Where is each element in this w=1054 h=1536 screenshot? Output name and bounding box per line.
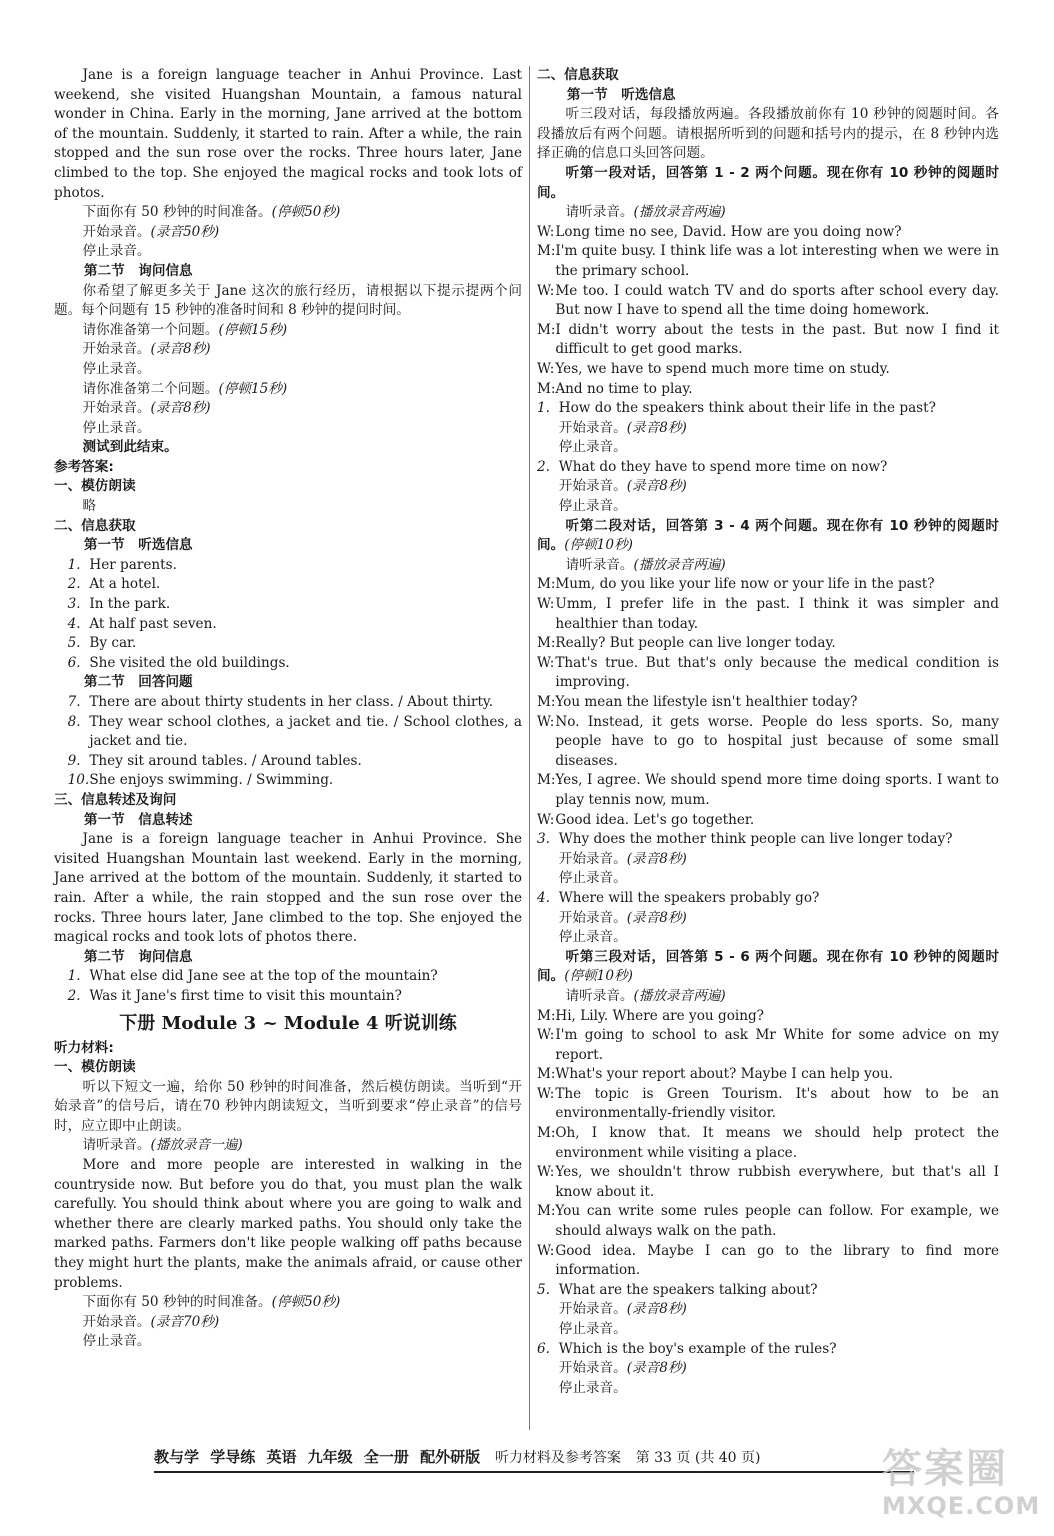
answer-item: 6. She visited the old buildings. (67, 654, 290, 671)
column-divider (529, 66, 530, 1430)
prep-text: 下面你有 50 秒钟的时间准备。 (82, 204, 272, 221)
section-title: 第二节 询问信息 (83, 262, 193, 279)
stop-text: 停止录音。 (558, 1379, 627, 1396)
answers-part-1-text: 略 (82, 498, 97, 515)
dialogue-line: M: And no time to play. (537, 380, 693, 397)
start-cue: (录音8秒) (626, 850, 687, 867)
start-cue: (录音8秒) (626, 478, 687, 495)
page-footer (154, 1445, 914, 1473)
dialogue-line: M: Really? But people can live longer today. (537, 635, 836, 652)
answers-part-2: 二、信息获取 (54, 517, 136, 534)
materials-passage: More and more people are interested in walking in the countryside now. But before you do that, you must plan the walk carefully. You should think about where you are going to walk and whether there are clearly marked paths. You should only take the marked paths. Farmers don't like people walking off paths because they might hurt the plants, make the animals afraid, or cause other problems. (54, 1157, 522, 1291)
answer-item: 8. They wear school clothes, a jacket and tie. / School clothes, a jacket and tie. (67, 713, 522, 750)
answer-item: 4. At half past seven. (67, 615, 217, 632)
prep-cue: (停顿50秒) (271, 1294, 341, 1311)
answer-item: 2. At a hotel. (67, 576, 161, 593)
answers-part-3: 三、信息转述及询问 (54, 791, 177, 808)
question-item: 3. Why does the mother think people can live longer today? (537, 831, 953, 848)
dialogue-line: W: That's true. But that's only because the medical condition is improving. (537, 654, 999, 691)
listen-text: 请听录音。 (565, 556, 634, 573)
start-text: 开始录音。 (558, 478, 627, 495)
question-item: 1. How do the speakers think about their life in the past? (537, 400, 936, 417)
listen-text: 请听录音。 (565, 204, 634, 221)
q1-start-cue: (录音8秒) (150, 341, 211, 358)
stop-text: 停止录音。 (558, 439, 627, 456)
answer-item: 1. Her parents. (67, 556, 177, 573)
answers-section-4: 第二节 询问信息 (83, 948, 193, 965)
answer-item: 7. There are about thirty students in her class. / About thirty. (67, 694, 494, 710)
dialogue-line: M: I didn't worry about the tests in the past. But now I find it difficult to get good marks. (537, 321, 999, 358)
prep-text: 下面你有 50 秒钟的时间准备。 (82, 1294, 272, 1311)
footer-section: 听力材料及参考答案 (494, 1450, 621, 1466)
start-cue: (录音8秒) (626, 1301, 687, 1318)
q1-prep: 请你准备第一个问题。 (82, 321, 219, 338)
stop-text: 停止录音。 (558, 1321, 627, 1337)
q1-stop: 停止录音。 (82, 360, 151, 377)
answer-item: 5. By car. (67, 635, 137, 652)
dialogue-line: M: Hi, Lily. Where are you going? (537, 1007, 764, 1024)
answer-item: 1. What else did Jane see at the top of the mountain? (67, 968, 438, 985)
q1-prep-cue: (停顿15秒) (218, 321, 288, 338)
start-cue: (录音70秒) (150, 1313, 220, 1330)
section-intro: 你希望了解更多关于 Jane 这次的旅行经历，请根据以下提示提两个问题。每个问题有 15 秒钟的准备时间和 8 秒钟的提问时间。 (54, 282, 522, 319)
page-number: 第 33 页 (共 40 页) (635, 1450, 761, 1466)
retell-text: Jane is a foreign language teacher in Anhui Province. She visited Huangshan Mountain last weekend. Early in the morning, Jane arrived at the bottom of the mountain. Suddenly, it started to rain. After a while, the rain stopped and the sun rose over the rocks. Three hours later, Jane climbed to the top. She enjoyed the magical rocks and took lots of photos there. (54, 831, 522, 946)
q2-prep-cue: (停顿15秒) (218, 380, 288, 397)
q2-prep: 请你准备第二个问题。 (82, 380, 219, 397)
dialogue-2-cue: (停顿10秒) (564, 537, 633, 554)
part-2-title: 二、信息获取 (537, 67, 619, 83)
passage: Jane is a foreign language teacher in Anhui Province. Last weekend, she visited Huangshan Mountain, a famous natural wonder in China. Early in the morning, Jane arrived at the bottom of the mountain. Suddenly, it started to rain. After a while, the rain stopped and the sun rose over the rocks. Three hours later, Jane climbed to the top. She enjoyed the magical rocks and took lots of photos. (54, 67, 522, 201)
dialogue-1-heading: 听第一段对话，回答第 1 - 2 两个问题。现在你有 10 秒钟的阅题时间。 (537, 164, 999, 201)
dialogue-2-heading: 听第二段对话，回答第 3 - 4 两个问题。现在你有 10 秒钟的阅题时间。 (537, 517, 999, 554)
dialogue-line: W: I'm going to school to ask Mr White for some advice on my report. (537, 1027, 999, 1063)
stop-text: 停止录音。 (558, 929, 627, 946)
start-text: 开始录音。 (558, 909, 627, 926)
dialogue-line: W: The topic is Green Tourism. It's about how to be an environmentally-friendly visitor. (537, 1085, 999, 1122)
start-text: 开始录音。 (82, 223, 151, 240)
answer-item: 10. She enjoys swimming. / Swimming. (67, 772, 334, 789)
end-text: 测试到此结束。 (82, 439, 178, 456)
start-text: 开始录音。 (558, 419, 627, 436)
question-item: 4. Where will the speakers probably go? (537, 889, 820, 906)
dialogue-line: M: I'm quite busy. I think life was a lot interesting when we were in the primary school. (537, 243, 999, 279)
listen-cue: (播放录音一遍) (150, 1137, 243, 1154)
start-cue: (录音8秒) (626, 419, 687, 436)
dialogue-line: W: Umm, I prefer life in the past. I think it was simpler and healthier than today. (537, 596, 999, 632)
answer-item: 9. They sit around tables. / Around tables. (67, 752, 362, 769)
start-text: 开始录音。 (82, 1313, 151, 1330)
q2-stop: 停止录音。 (82, 419, 151, 436)
book-title: 教与学 学导练 英语 九年级 全一册 配外研版 (154, 1448, 481, 1466)
stop-text: 停止录音。 (558, 498, 627, 515)
left-column (54, 66, 522, 1352)
section-intro: 听三段对话，每段播放两遍。各段播放前你有 10 秒钟的阅题时间。各段播放后有两个问题。请根据所听到的问题和括号内的提示，在 8 秒钟内选择正确的信息口头回答问题。 (537, 106, 999, 162)
listen-text: 请听录音。 (565, 987, 634, 1004)
q2-start-cue: (录音8秒) (150, 400, 211, 417)
answer-item: 3. In the park. (67, 596, 171, 613)
start-text: 开始录音。 (558, 850, 627, 867)
listen-cue: (播放录音两遍) (633, 987, 726, 1004)
answers-section-2: 第二节 回答问题 (83, 674, 193, 691)
prep-cue: (停顿50秒) (271, 204, 341, 221)
answers-part-1: 一、模仿朗读 (54, 478, 136, 495)
answers-title: 参考答案: (54, 458, 114, 475)
right-column (537, 66, 999, 1398)
dialogue-line: W: Yes, we have to spend much more time on study. (537, 360, 890, 377)
listen-cue: (播放录音两遍) (633, 556, 726, 573)
question-item: 6. Which is the boy's example of the rules? (537, 1340, 837, 1357)
materials-intro: 听以下短文一遍，给你 50 秒钟的时间准备，然后模仿朗读。当听到“开始录音”的信号后，请在70 秒钟内朗读短文，当听到要求“停止录音”的信号时，应立即中止朗读。 (54, 1078, 522, 1134)
dialogue-line: W: Yes, we shouldn't throw rubbish everywhere, but that's all I know about it. (537, 1164, 999, 1200)
start-cue: (录音8秒) (626, 909, 687, 926)
dialogue-line: M: What's your report about? Maybe I can help you. (537, 1066, 894, 1083)
dialogue-line: W: Me too. I could watch TV and do sports after school every day. But now I have to spend all the time doing homework. (537, 282, 999, 319)
q1-start: 开始录音。 (82, 341, 151, 358)
stop-text: 停止录音。 (558, 870, 627, 887)
dialogue-line: M: You mean the lifestyle isn't healthier today? (537, 694, 858, 710)
answers-section-1: 第一节 听选信息 (83, 537, 193, 554)
answers-section-3: 第一节 信息转述 (83, 811, 193, 828)
start-cue: (录音50秒) (150, 223, 220, 240)
q2-start: 开始录音。 (82, 400, 151, 417)
listen-text: 请听录音。 (82, 1137, 151, 1154)
stop-text: 停止录音。 (82, 243, 151, 260)
dialogue-3-heading: 听第三段对话，回答第 5 - 6 两个问题。现在你有 10 秒钟的阅题时间。 (537, 948, 999, 985)
section-1-title: 第一节 听选信息 (566, 86, 676, 103)
dialogue-line: M: Oh, I know that. It means we should help protect the environment while visiting a place. (537, 1125, 999, 1161)
question-item: 5. What are the speakers talking about? (537, 1281, 818, 1298)
listen-cue: (播放录音两遍) (633, 204, 726, 221)
dialogue-line: W: Long time no see, David. How are you doing now? (537, 223, 902, 240)
materials-part-1: 一、模仿朗读 (54, 1059, 136, 1076)
dialogue-line: W: Good idea. Let's go together. (537, 811, 755, 828)
start-text: 开始录音。 (558, 1360, 627, 1377)
stop-text: 停止录音。 (82, 1333, 151, 1350)
answer-item: 2. Was it Jane's first time to visit this mountain? (67, 987, 402, 1004)
dialogue-line: M: You can write some rules people can follow. For example, we should always walk on the path. (537, 1203, 999, 1240)
dialogue-line: M: Mum, do you like your life now or your life in the past? (537, 576, 935, 593)
start-text: 开始录音。 (558, 1301, 627, 1318)
dialogue-3-cue: (停顿10秒) (564, 968, 633, 985)
module-title: 下册 Module 3 ~ Module 4 听说训练 (119, 1012, 457, 1034)
dialogue-line: M: Yes, I agree. We should spend more time doing sports. I want to play tennis now, mum. (537, 772, 999, 808)
materials-title: 听力材料: (54, 1039, 114, 1056)
dialogue-line: W: No. Instead, it gets worse. People do less sports. So, many people have to go to hospital just because of some small diseases. (537, 713, 999, 769)
watermark-logo: 答案圈 MXQE.COM (882, 1446, 1041, 1520)
dialogue-line: W: Good idea. Maybe I can go to the library to find more information. (537, 1242, 999, 1279)
start-cue: (录音8秒) (626, 1360, 687, 1377)
question-item: 2. What do they have to spend more time on now? (537, 458, 888, 475)
